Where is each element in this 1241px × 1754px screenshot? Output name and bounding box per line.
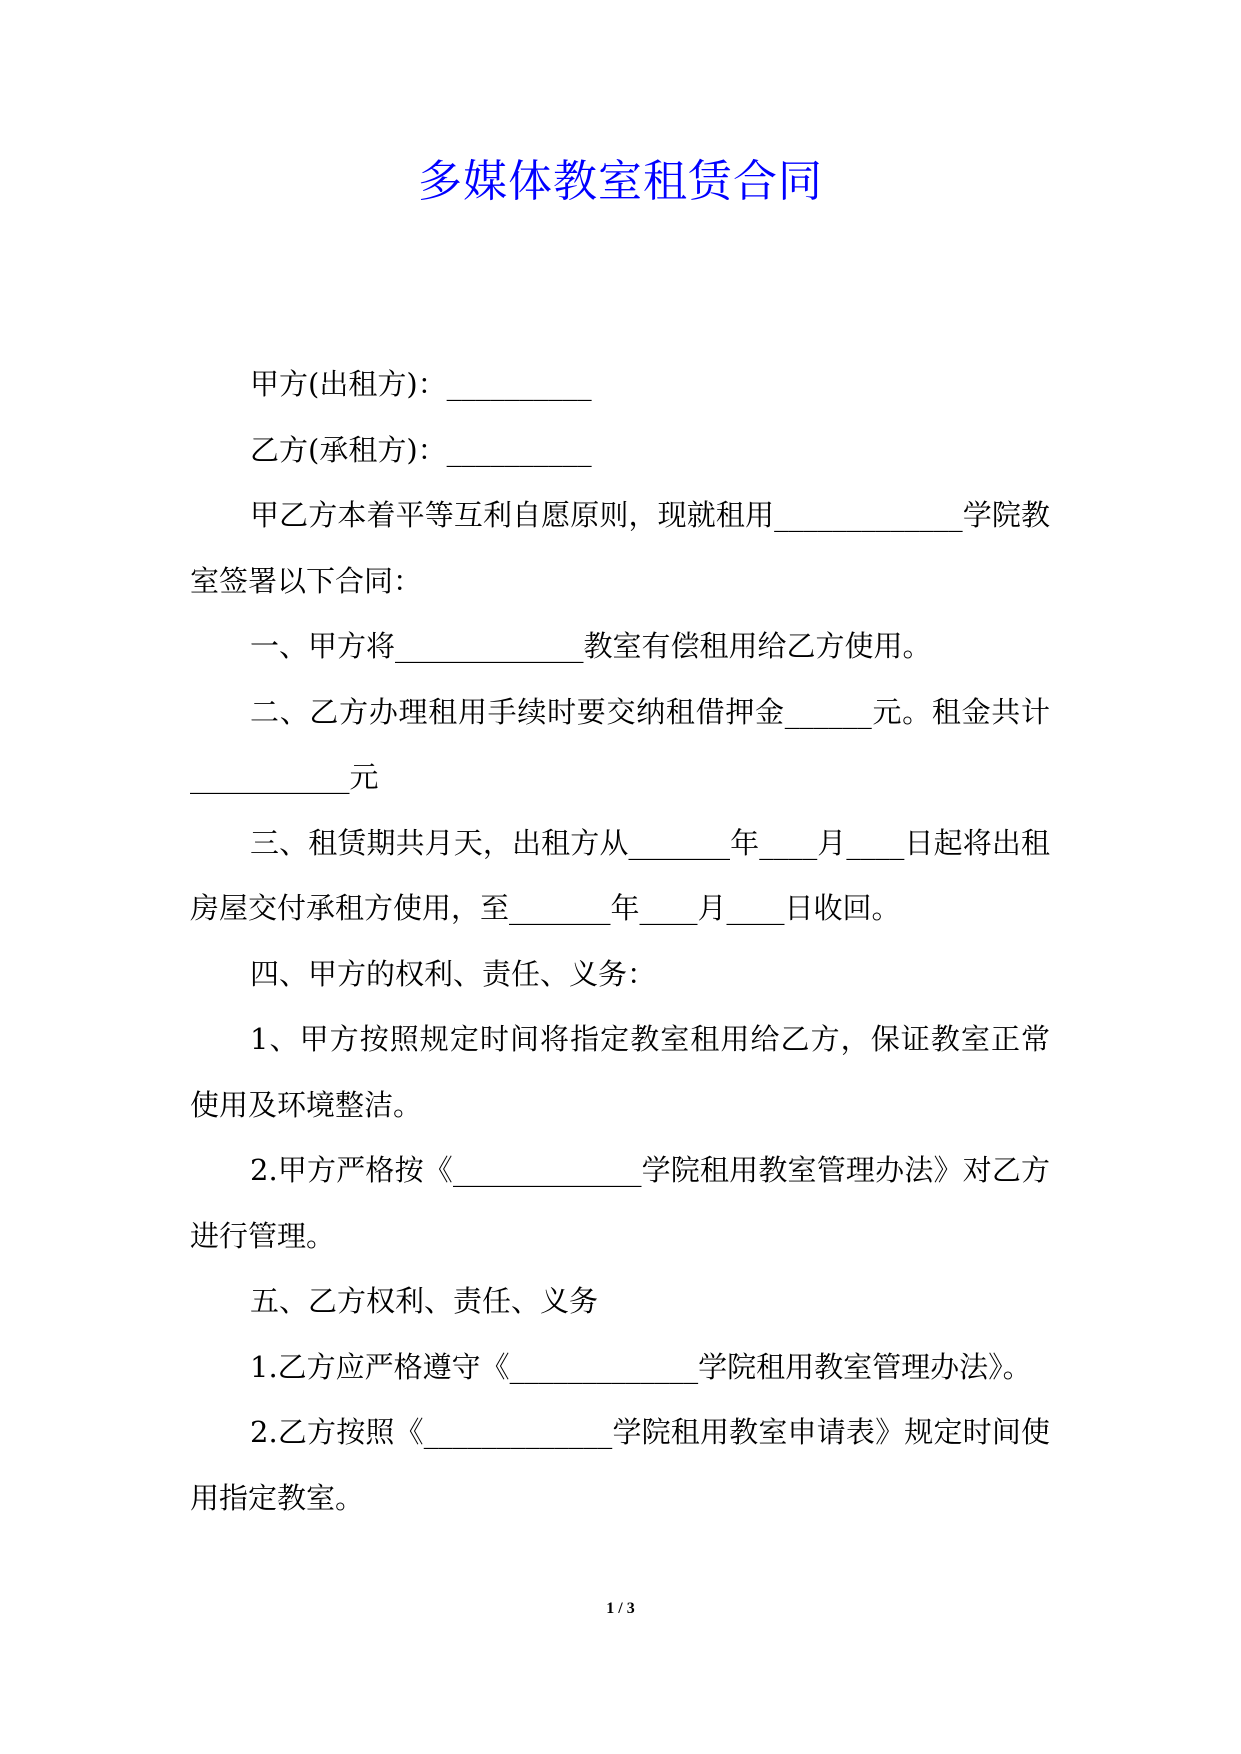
paragraph-clause-2: 二、乙方办理租用手续时要交纳租借押金______元。租金共计___________元	[190, 694, 1050, 794]
document-title: 多媒体教室租赁合同	[418, 156, 823, 207]
paragraph-clause-1: 一、甲方将_____________教室有偿租用给乙方使用。	[250, 629, 932, 663]
paragraph-clause-5-2: 2.乙方按照《_____________学院租用教室申请表》规定时间使用指定教室。	[190, 1415, 1050, 1515]
paragraph-preamble: 甲乙方本着平等互利自愿原则，现就租用_____________学院教室签署以下合同：	[190, 498, 1050, 598]
paragraph-party-b: 乙方(承租方)：__________	[250, 432, 592, 467]
paragraph-clause-5-1: 1.乙方应严格遵守《_____________学院租用教室管理办法》。	[250, 1349, 1032, 1384]
page-number: 1 / 3	[606, 1600, 635, 1617]
paragraph-clause-4-1: 1、甲方按照规定时间将指定教室租用给乙方，保证教室正常使用及环境整洁。	[190, 1022, 1050, 1122]
document-body	[190, 352, 1050, 1531]
paragraph-clause-3: 三、租赁期共月天，出租方从_______年____月____日起将出租房屋交付承租方使用，至_______年____月____日收回。	[190, 825, 1050, 925]
paragraph-clause-4-heading: 四、甲方的权利、责任、义务：	[250, 956, 657, 991]
paragraph-party-a: 甲方(出租方)：__________	[250, 367, 592, 401]
paragraph-clause-5-heading: 五、乙方权利、责任、义务	[250, 1284, 599, 1318]
paragraph-clause-4-2: 2.甲方严格按《_____________学院租用教室管理办法》对乙方进行管理。	[190, 1153, 1050, 1253]
